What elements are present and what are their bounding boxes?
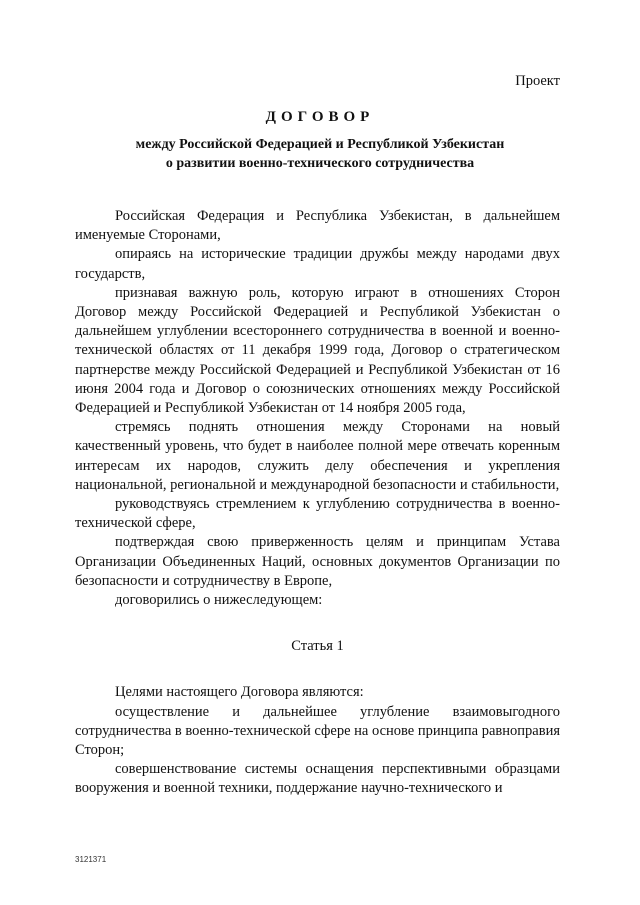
project-label: Проект	[515, 73, 560, 89]
document-code: 3121371	[75, 855, 107, 864]
preamble-paragraph: опираясь на исторические традиции дружбы между народами двух государств,	[75, 246, 560, 282]
subtitle-line-1: между Российской Федерацией и Республикой Узбекистан	[135, 137, 505, 152]
document-subtitle	[75, 135, 565, 173]
article-paragraph: Целями настоящего Договора являются:	[115, 684, 364, 701]
preamble-paragraph: подтверждая свою приверженность целям и принципам Устава Организации Объединенных Наций, основных документов Организации по безопасности и сотрудничеству в Европе,	[75, 534, 560, 589]
subtitle-line-2: о развитии военно-технического сотрудничества	[165, 156, 475, 171]
preamble-paragraph: стремясь поднять отношения между Сторонами на новый качественный уровень, что будет в наиболее полной мере отвечать коренным интересам их народов, служить делу обеспечения и укрепления национальной, региональной и международной безопасности и стабильности,	[75, 419, 560, 493]
article-heading: Статья 1	[291, 638, 344, 655]
document-title: ДОГОВОР	[265, 109, 375, 125]
preamble-paragraph: признавая важную роль, которую играют в отношениях Сторон Договор между Российской Федерацией и Республикой Узбекистан о дальнейшем углублении всестороннего сотрудничества в военной и военно-технической областях от 11 декабря 1999 года, Договор о стратегическом партнерстве между Российской Федерацией и Республикой Узбекистан от 16 июня 2004 года и Договор о союзнических отношениях между Российской Федерацией и Республикой Узбекистан от 14 ноября 2005 года,	[75, 284, 560, 417]
article-paragraph: совершенствование системы оснащения перспективными образцами вооружения и военной техники, поддержание научно-технического и	[75, 761, 560, 797]
preamble-paragraph: Российская Федерация и Республика Узбекистан, в дальнейшем именуемые Сторонами,	[75, 208, 560, 244]
preamble-paragraph: руководствуясь стремлением к углублению сотрудничества в военно-технической сфере,	[75, 496, 560, 532]
document-body	[75, 207, 560, 799]
article-paragraph: осуществление и дальнейшее углубление взаимовыгодного сотрудничества в военно-технической сфере на основе принципа равноправия Сторон;	[75, 703, 560, 759]
preamble-paragraph: договорились о нижеследующем:	[115, 592, 323, 609]
